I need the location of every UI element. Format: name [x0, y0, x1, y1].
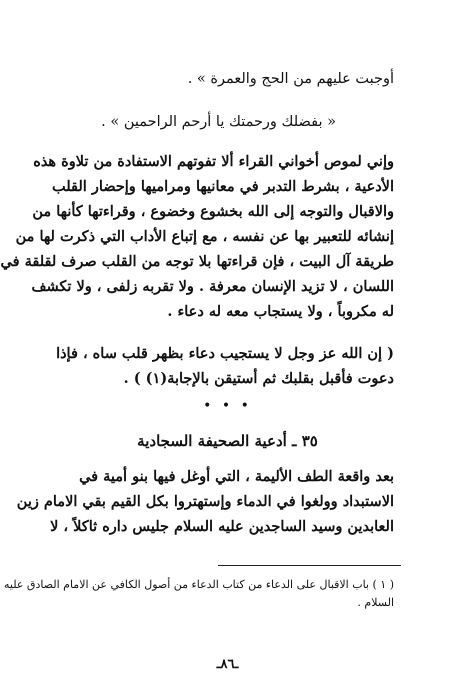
paragraph-line: والاقبال والتوجه إلى الله بخشوع وخضوع ، وقراءتها كأنها من: [32, 203, 394, 220]
paragraph-line: العابدين وسيد الساجدين عليه السلام جليس داره ثاكلاً ، لا: [50, 518, 394, 535]
footnote-line: السلام .: [357, 596, 394, 609]
paragraph-line: الأدعية ، بشرط التدبر في معانيها ومراميها وإحضار القلب: [51, 178, 394, 195]
section-separator: • • •: [203, 398, 252, 414]
paragraph-line: له مكروباً ، ولا يستجاب معه له دعاء .: [167, 303, 394, 320]
paragraph-line: بعد واقعة الطف الأليمة ، التي أوغل فيها بنو أمية في: [79, 468, 394, 485]
quote-line: دعوت فأقبل بقلبك ثم أستيقن بالإجابة(١) ) .: [123, 370, 394, 387]
paragraph-line: وإني لموص أخواني القراء ألا تفوتهم الاستفادة من تلاوة هذه: [33, 153, 394, 170]
paragraph-line: الاستبداد وولغوا في الدماء وإستهتروا بكل القيم بقي الامام زين: [16, 493, 394, 510]
footnote-rule: [218, 565, 401, 566]
quote-line: ( إن الله عز وجل لا يستجيب دعاء بظهر قلب ساه ، فإذا: [56, 345, 394, 362]
page-number: ـ٨٦ـ: [216, 657, 239, 672]
section-heading: ٣٥ ـ أدعية الصحيفة السجادية: [137, 432, 318, 450]
paragraph-line: إنشائه للتعبير بها عن نفسه ، مع إتباع الأداب التي ذكرت لها من: [15, 228, 394, 245]
paragraph-line: طريقة آل البيت ، فإن قراءتها بلا توجه من القلب صرف لقلقة في: [0, 253, 394, 270]
text-line: أوجبت عليهم من الحج والعمرة » .: [187, 71, 394, 87]
text-line: « بفضلك ورحمتك يا أرحم الراحمين » .: [101, 114, 336, 130]
footnote-line: ( ١ ) باب الاقبال على الدعاء من كتاب الدعاء من أصول الكافي عن الامام الصادق عليه: [4, 578, 394, 591]
paragraph-line: اللسان ، لا تزيد الإنسان معرفة . ولا تقربه زلفى ، ولا تكشف: [31, 278, 394, 295]
